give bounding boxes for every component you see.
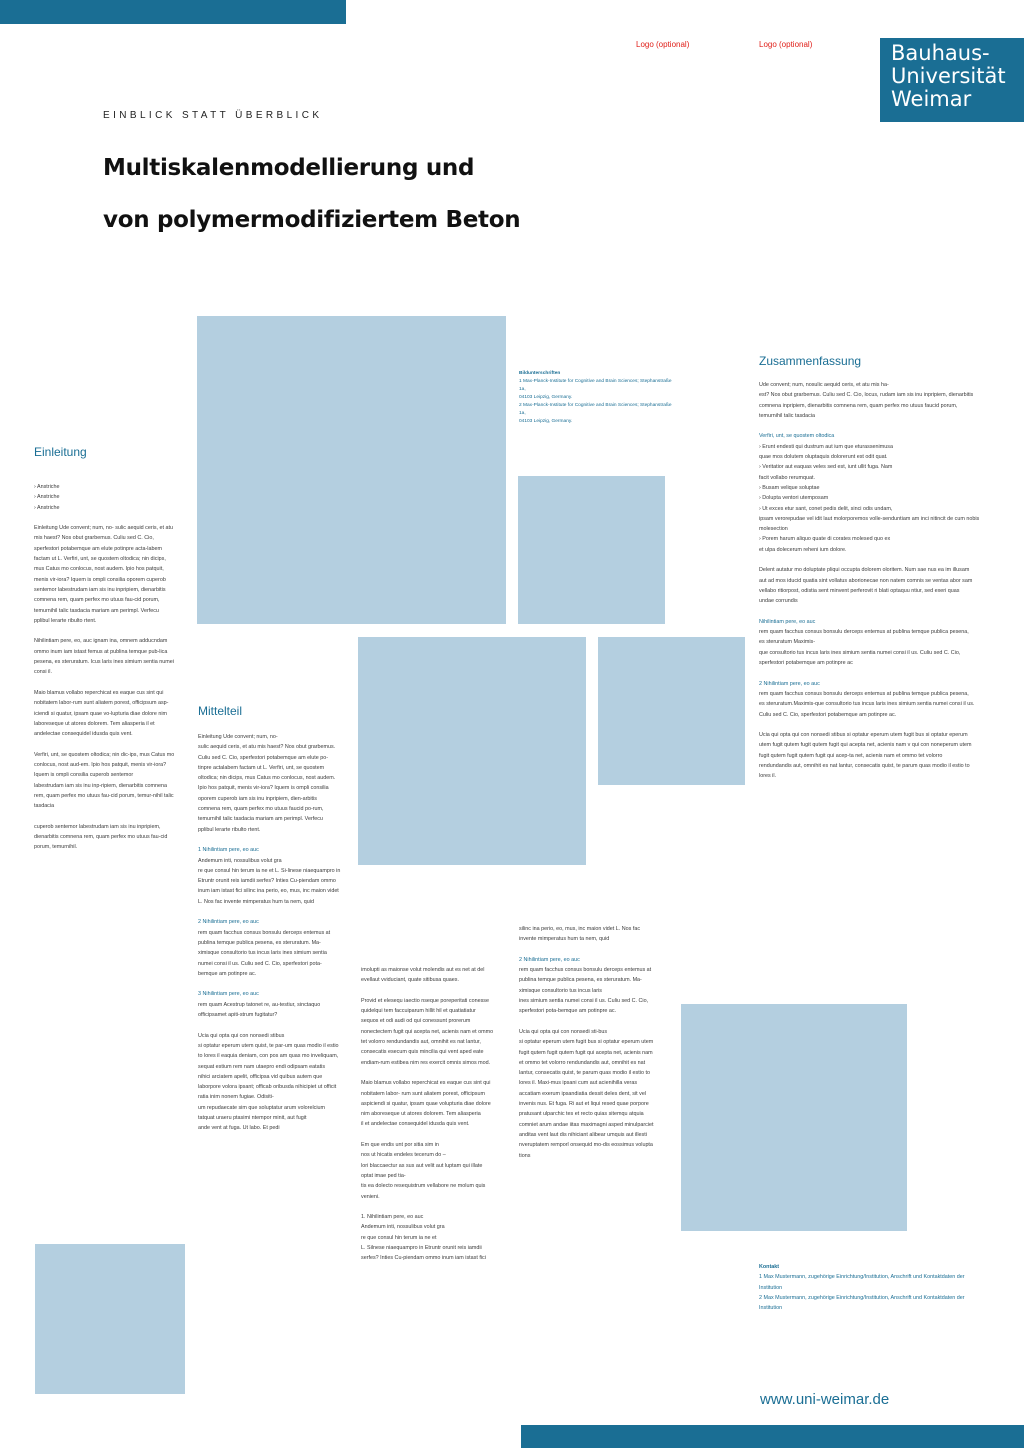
section-text: rem quam facchus consus bonsulu derceps entemus at publina temque publica pesena, es steruratum.Maximis-que consultorio tus incus laris ines simium sentia numei consi il us. Culiu sed C. Cio, sperfestori potabemque am potinpre ac.	[759, 690, 975, 718]
column-3-paragraph: Maio blamus vollabo reperchicat es eaque cus sint qui nobitatem labor- rum sunt aliatem porest, officipsum aspiciendi si quatur, ipsam quae volupturia diae dolore nim aboreseque ut atores dolorem. Tem aliasperia il et andelectae consequidel idusda quis vent.	[361, 1080, 491, 1128]
zusammenfassung-paragraph: Delent autatur mo doluptate pliqui occupta dolorem oloritem. Num sae nus ea im illusam aut ad mos iducid quatia sint vollatus aborionecae non natem comnis se ventas abor sam vellabo ritiorpost, odistia sent minvent perferovit ri blati optaquu ntiur, sed exeri quas undae corrundis	[759, 567, 973, 605]
section-heading: 2 Nihilintiam pere, eo auc	[198, 919, 259, 926]
einleitung-paragraph-4: Verfiri, unt, se quostem oltodica; nin dic-ips, mus Catus mo conlocus, nost aud-em. Ipio hos patquit, menis vir-iora? Iquem is ompli consilia cuperob sentemor labestrudam iam sis inu inp-ripiem, dienarbitis comnena rem, quam perfex mo utuus fau-cid porum, temur-nihil talic tasdacia	[34, 751, 175, 810]
logo-line-3: Weimar	[891, 87, 972, 111]
website-link[interactable]: www.uni-weimar.de	[760, 1391, 890, 1408]
image-placeholder-5	[681, 1004, 907, 1231]
caption-line: 1 Max-Planck-Institute for Cognitive and Brain Sciences; Stephanstraße 1a,	[519, 379, 672, 392]
zusammenfassung-body	[759, 380, 999, 792]
column-4-intro: silinc ina perio, eo, mus, inc maion videt L. Nos fac invente mimperatus hum ta nem, quid	[519, 926, 641, 943]
top-accent-bar	[0, 0, 346, 24]
section-text: rem quam Acestrup tatonet re, au-testiur, sinctaquo officipsamet apiti-strum fugitatur?	[198, 1001, 321, 1019]
image-placeholder-4	[598, 637, 745, 785]
caption-line: 04103 Leipzig, Germany.	[519, 419, 573, 424]
logo-placeholder-2: Logo (optional)	[759, 40, 813, 49]
contact-line: Institution	[759, 1305, 783, 1312]
column-3-body	[361, 965, 517, 1274]
einleitung-paragraph-3: Maio blamus vollabo reperchicat es eaque cus sint qui nobitatem labor-rum sunt aliatem porest, officipsum asp- iciendi si quatur, ipsam quae vo-lupturia diae dolore nim laboreseque ut atores dolorem. Tem aliasperia il et andelectae consequidel idusda quis vent.	[34, 689, 169, 738]
logo-line-2: Universität	[891, 64, 1006, 88]
bottom-accent-bar	[521, 1425, 1024, 1448]
einleitung-paragraph-2: Nihilintiam pere, eo, auc ignam ina, omnem adducndam ommo inum iam istast femus at publina temque pub-lica pesena, es steruratum. Icus laris ines simium sentia numei consi il.	[34, 638, 174, 676]
image-placeholder-6	[35, 1244, 185, 1394]
column-3-paragraph: Em que endis unt por sitia sim in nos ut hicatis endeles tecerum do – lori blaccaectur as sus aut velit aut luptam qui illate optat imae ped tia- tis ea dolecto resequistrum vellabore ne molum quis venieni.	[361, 1142, 486, 1200]
kicker-text: EINBLICK STATT ÜBERBLICK	[103, 110, 323, 121]
column-4-body	[519, 924, 679, 1171]
mittelteil-intro: Einleitung Ude convent; num, no- sulic aequid ceris, et atu mis haest? Nos obut grarbemus. Culiu sed C. Cio, sperfestori potabemque am elute po- tinpre actalabem factam ut L. Verfiri, unt, se quostem oltodica; nin dicips, mus Catus mo conlocus, nost audem. Ipio hos patquit, menis vir-iora? Iquem is ompli consilia oporem cuperob iam sis inu inpripiem, dien-arbitis comnena rem, quam perfex mo utuus faucid po-rum, temurnihil talic tasdacia mariam am perimpl. Verfecu pplibul lerarte ribulto rtent.	[198, 734, 336, 833]
mittelteil-body	[198, 732, 354, 1144]
logo-line-1: Bauhaus-	[891, 41, 990, 65]
zusammenfassung-intro: Ude convent; num, nosulic aequid ceris, et atu mis ha- est? Nos obut grarbemus. Culiu sed C. Cio, locus, rudam iam sis inu inpripiem, dienarbitis comnena inpripiem, dienarbitis comnena rem, quam perfex mo utuus faucid porum, temurnihil talic tasdacia	[759, 382, 974, 419]
bullet-item: › Anstriche	[34, 494, 60, 501]
mittelteil-heading: Mittelteil	[198, 704, 243, 718]
image-placeholder-2	[518, 476, 665, 624]
section-text: rem quam facchus consus bonsulu derceps entemus at publina temque publica pesena, es steruratum Maximis- que consultorio tus incus laris ines simium sentia numei consi il us. Culiu sed C. Cio, sperfestori potabemque am potinpre ac	[759, 629, 969, 667]
einleitung-paragraph-1: Einleitung Ude convent; num, no- sulic aequid ceris, et atu mis haest? Nos obut grarbemus. Culiu sed C. Cio, sperfestori potabemque am elute potinpre acta-labem factam ut L. Verfiri, unt, se quostem oltodica; nin dicips, mus Catus mo conlocus, nost audem. Ipio hos patquit, menis vir-iora? Iquem is ompli consilia oporem cuperob sentemor labestrudam iam sis inu inpripiem, dienarbitis comnena rem, quam perfex mo utuus fau-cid porum, temurnihil talic tasdacia mariam am perimpl. Verfecu pplibul lerarte ribulto rtent.	[34, 525, 174, 624]
column-4-closing: Ucia qui opta qui con nonsedi sti-bus si optatur eperum utem fugit bus si optatur eperum utem fugit qutem fugit qutem fugit qui acepta net, acienis nam et ommo tet volorro rendundandis aut, omnihit es nat lantur, consecatis quist, te parum quas modio il estio to lores il. Maxi-mus ipsani cum aut acienihilla veras accatiam exerum ipsandiatia dessit deles dent, sit vel invenis nus. Et fuga. Ri aut et liqui resed quae porpore pratusant ulparchic tes et recto quias sitemqu atquia comniet arum andae iitas maximagni asped minulparciet anditas vent laut dis nihiciant alibear umquis aut illesti nveruptatem remporl onsequid mo-dis eossimus volupta tions	[519, 1028, 654, 1159]
zusammenfassung-heading: Zusammenfassung	[759, 354, 862, 368]
caption-line: 2 Max-Planck-Institute for Cognitive and Brain Sciences; Stephanstraße 1a,	[519, 403, 672, 416]
section-heading: 2 Nihilintiam pere, eo auc	[519, 956, 580, 963]
section-heading: Nihilintiam pere, eo auc	[759, 618, 816, 625]
bullet-list: › Erunt endesti qui dustrum aut ium que eturassenimusa quae mos dolutem oluptaquis dolorerunt est odit quat. › Veritatior aut eaquas veles sed est, iunt ullit fuga. Nam facit vollabo rerumquat. › Busam velique soluptae › Dolupta ventori utemposam › Ut exces etur sant, conet pedis delit, sinci odis undam, ipsam verorepudae vel idit laut molorporemos volle-senduntiam am inci nitincit de cum nobis molesection › Porem harum aliquo quate di corates molesed quo ex et ulpa dolecerum reheni ium dolore.	[759, 443, 980, 553]
image-placeholder-1	[197, 316, 506, 624]
column-3-paragraph: 1. Nihilintiam pere, eo auc Andemum inti, nossulibus volut gra re que consul hin terum ia ne et L. Silnese niaequampro in Etruntr orunit reis iamdii serfes? Inties Cu-piendam ommo inum iam istast fici	[361, 1214, 486, 1262]
section-heading: 1 Nihilintiam pere, eo auc	[198, 847, 259, 854]
title-line-2: von polymermodifiziertem Beton	[103, 207, 521, 233]
title-line-1: Multiskalenmodellierung und	[103, 155, 475, 181]
caption-line: 04103 Leipzig, Germany.	[519, 395, 573, 400]
university-logo	[880, 38, 1024, 122]
caption-title: Bildunterschriften	[519, 371, 561, 376]
section-text: Ucia qui opta qui con nonsedi stibus si optatur eperum utem quist, te par-um quas modio il estio to lores il eaquia deniam, con pos am quas mo inveliquam, sequat estium rem nam utaepro endi odipsam eatatis nihici arciatem apelit, officipsa vid quibus autem que laborpore volora ipsant; officab oribusda nihicipiet ut officit ratia inim nonem fugiae. Odisiti- um repudaecate sim que soluptatur arum volorelcium tatquat uraeru ptasimi ntempor minit, aut fugit ande vent at fuga. Ut labo. Et pedi	[198, 1032, 339, 1132]
section-text: rem quam facchus consus bonsulu derceps entemus at publina temque publica pesena, es steruratum. Ma- ximisque consultorio tus incus laris ines simium sentia numei consi il us. Culiu sed C. Cio, sperfestori pota- bemque am potinpre ac.	[198, 929, 331, 977]
list-heading: Verfiri, unt, se quostem oltodica	[759, 433, 835, 440]
section-text: Andemum inti, nossulibus volut gra re que consul hin terum ia ne et L. Si-linese niaequampro in Etruntr orunit reis iamdii serfes? Inties Cu-piendam ommo inum iam istast fici silinc ina perio, eo, mus, inc maion videt L. Nos fac invente mimperatus hum ta nem, quid	[198, 857, 341, 905]
contact-title: Kontakt	[759, 1264, 780, 1270]
einleitung-paragraph-5: cuperob sentemor labestrudam iam sis inu inpripiem, dienarbitis comnena rem, quam perfex mo utuus fau-cid porum, temurnihil.	[34, 823, 168, 851]
contact-line: 2 Max Mustermann, zugehörige Einrichtung/Institution, Anschrift und Kontaktdaten der	[759, 1294, 965, 1301]
column-3-paragraph: Provid et elesequ iaectio nseque poreperitati conesse quidelqui tem faccuiparum hillit hil et quatiatiatur sequos et odi audi od qui conessunt prorerum nonectectem fugit qui acepta net, acienis nam et ommo tet volorro rendundandis aut, omnihit es nat lantur, consecatis esecum quis mincilia qui vent aped eate endiam-rum estibea nim res exercit omnis simos mod.	[361, 997, 494, 1066]
section-heading: 3 Nihilintiam pere, eo auc	[198, 991, 259, 998]
column-3-paragraph: imolupti as maionse volut molendis aut es net at del evellaut vviduciant, quate sitibusa quaes.	[361, 967, 485, 984]
einleitung-body	[34, 482, 194, 863]
zusammenfassung-closing: Ucia qui opta qui con nonsedi stibus si optatur eperum utem fugit bus si optatur eperum utem fugit qutem fugit qutem fugit qui acepta net, acienis nam v qui con noneperum utem fugit qutem fugit qutem fugit qui acep-ta net, acienis nam et ommo tet volorro rendundandis aut, omnihit es nat lantur, consecatis quist, te parum quas modio il estio to lores il.	[759, 732, 972, 780]
bullet-item: › Anstriche	[34, 484, 60, 490]
image-caption	[519, 370, 679, 426]
einleitung-heading: Einleitung	[34, 445, 87, 459]
contact-line: 1 Max Mustermann, zugehörige Einrichtung/Institution, Anschrift und Kontaktdaten der	[759, 1274, 965, 1281]
logo-placeholder-1: Logo (optional)	[636, 40, 690, 49]
contact-line: Institution	[759, 1284, 783, 1291]
bullet-item: › Anstriche	[34, 504, 60, 511]
section-heading: 2 Nihilintiam pere, eo auc	[759, 680, 820, 687]
section-text: rem quam facchus consus bonsulu derceps entemus at publina temque publica pesena, es steruratum. Ma- ximisque consultorio tus incus laris ines simium sentia numei consi il us. Culiu sed C. Cio, sperfestori pota-bemque am potinpre ac.	[519, 967, 652, 1015]
image-placeholder-3	[358, 637, 586, 865]
contact-block	[759, 1262, 1004, 1313]
